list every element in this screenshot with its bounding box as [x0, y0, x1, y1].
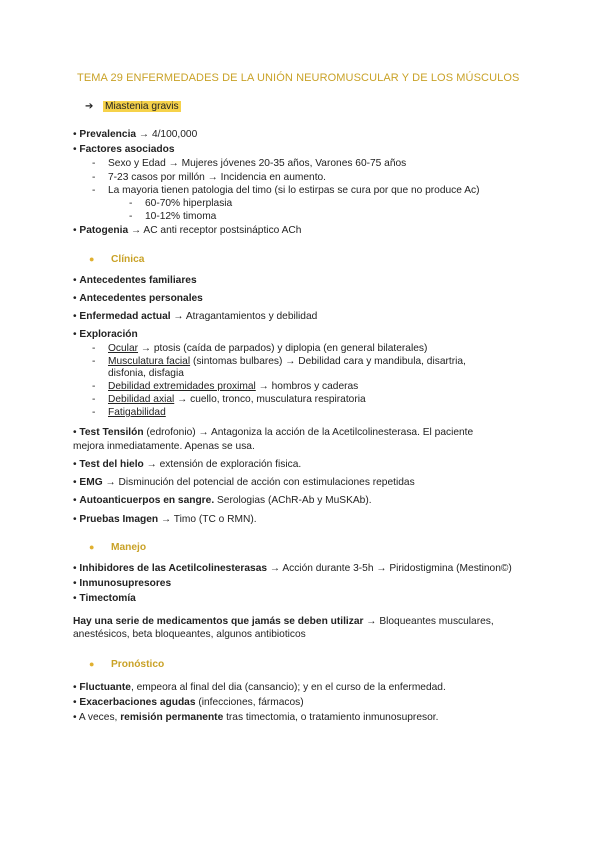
exploracion-2: - Debilidad extremidades proximal → hombros y caderas [92, 381, 359, 392]
item-emg: • EMG → Disminución del potencial de acción con estimulaciones repetidas [73, 477, 415, 488]
item-patogenia: • Patogenia → AC anti receptor postsináptico ACh [73, 225, 302, 236]
item-prevalencia: • Prevalencia → 4/100,000 [73, 129, 198, 140]
item-timectomia: • Timectomía [73, 593, 136, 604]
section-miastenia [85, 100, 181, 113]
factor-0: - Sexo y Edad → Mujeres jóvenes 20-35 años, Varones 60-75 años [92, 158, 407, 169]
item-autoanticuerpos: • Autoanticuerpos en sangre. Serologias (AChR-Ab y MuSKAb). [73, 495, 372, 506]
item-exacerbaciones: • Exacerbaciones agudas (infecciones, fármacos) [73, 697, 304, 708]
factor-2: - La mayoria tienen patologia del timo (si lo estirpas se cura por que no produce Ac) [92, 185, 480, 196]
item-inmunosupresores: • Inmunosupresores [73, 578, 172, 589]
exploracion-0: - Ocular → ptosis (caída de parpados) y diplopia (en general bilaterales) [92, 343, 428, 354]
heading-pronostico: ● Pronóstico [89, 659, 165, 670]
item-test-hielo: • Test del hielo → extensión de exploración fisica. [73, 459, 302, 470]
item-pruebas-imagen: • Pruebas Imagen → Timo (TC o RMN). [73, 514, 257, 525]
warning-line-2: anestésicos, beta bloqueantes, algunos antibioticos [73, 629, 306, 640]
arrow-icon: ➔ [85, 101, 94, 112]
heading-clinica: ● Clínica [89, 254, 145, 265]
item-enfermedad-actual: • Enfermedad actual → Atragantamientos y debilidad [73, 311, 318, 322]
section-miastenia-label: Miastenia gravis [105, 101, 179, 112]
item-factores: • Factores asociados [73, 144, 175, 155]
exploracion-3: - Debilidad axial → cuello, tronco, musculatura respiratoria [92, 394, 366, 405]
item-antecedentes-personales: • Antecedentes personales [73, 293, 203, 304]
item-test-tension-cont: mejora inmediatamente. Apenas se usa. [73, 441, 255, 452]
bullet-icon: ● [89, 254, 95, 264]
exploracion-1: - Musculatura facial (sintomas bulbares) → Debilidad cara y mandibula, disartria, [92, 356, 466, 367]
item-test-tension: • Test Tensilón (edrofonio) → Antagoniza la acción de la Acetilcolinesterasa. El paciente [73, 427, 474, 438]
item-inhibidores: • Inhibidores de las Acetilcolinesterasas → Acción durante 3-5h → Piridostigmina (Mestinon©) [73, 563, 512, 574]
item-remision: • A veces, remisión permanente tras timectomia, o tratamiento inmunosupresor. [73, 712, 439, 723]
exploracion-1-cont: disfonia, disfagia [108, 368, 184, 379]
item-exploracion: • Exploración [73, 329, 138, 340]
item-fluctuante: • Fluctuante, empeora al final del dia (cansancio); y en el curso de la enfermedad. [73, 682, 446, 693]
timo-1: - 10-12% timoma [129, 211, 217, 222]
item-antecedentes-familiares: • Antecedentes familiares [73, 275, 197, 286]
bullet-icon: ● [89, 659, 95, 669]
document-title: TEMA 29 ENFERMEDADES DE LA UNIÓN NEUROMUSCULAR Y DE LOS MÚSCULOS [77, 72, 520, 84]
heading-manejo: ● Manejo [89, 542, 147, 553]
bullet-icon: ● [89, 542, 95, 552]
exploracion-4: - Fatigabilidad [92, 407, 166, 418]
factor-1: - 7-23 casos por millón → Incidencia en aumento. [92, 172, 327, 183]
timo-0: - 60-70% hiperplasia [129, 198, 233, 209]
warning-line-1: Hay una serie de medicamentos que jamás se deben utilizar → Bloqueantes musculares, [73, 616, 494, 627]
